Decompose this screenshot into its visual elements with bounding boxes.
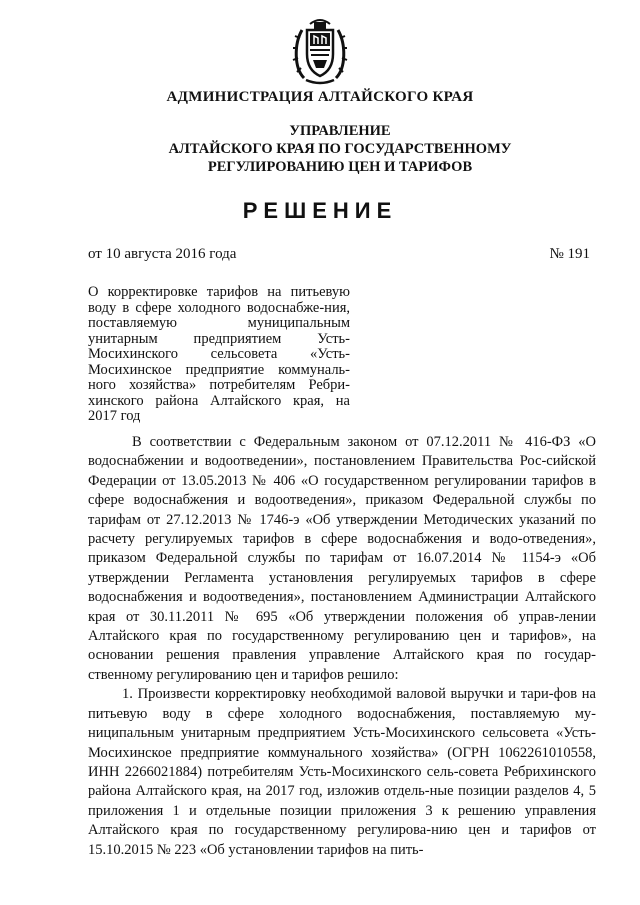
document-date: от 10 августа 2016 года: [88, 246, 237, 262]
department-name: [120, 122, 560, 176]
document-number: № 191: [549, 246, 590, 262]
document-subject: О корректировке тарифов на питьевую воду в сфере холодного водоснабже-ния, поставляемую муниципальным унитарным предприятием Усть-Мосихинского сельсовета «Усть-Мосихинское предприятие коммуналь-ного хозяйства» потребителям Ребри-хинского района Алтайского края, на 2017 год: [88, 284, 350, 424]
preamble-paragraph: В соответствии с Федеральным законом от 07.12.2011 № 416-ФЗ «О водоснабжении и водоотведении», постановлением Правительства Рос-сийской Федерации от 13.05.2013 № 406 «О государственном регулировании тарифов в сфере водоснабжения и водоотведения», приказом Федеральной службы по тарифам от 27.12.2013 № 1746-э «Об утверждении Методических указаний по расчету регулируемых тарифов в сфере водоснабжения и водо-отведения», приказом Федеральной службы по тарифам от 16.07.2014 № 1154-э «Об утверждении Регламента установления регулируемых тарифов в сфере водоснабжения и водоотведения», постановлением Администрации Алтайского края от 30.11.2011 № 695 «Об утверждении положения об управ-лении Алтайского края по государственному регулированию цен и тарифов», на основании решения правления управление Алтайского края по государ-ственному регулированию цен и тарифов решило:: [88, 434, 596, 683]
department-line: УПРАВЛЕНИЕ: [289, 123, 391, 139]
item-1-paragraph: 1. Произвести корректировку необходимой валовой выручки и тари-фов на питьевую воду в сфере холодного водоснабжения, поставляемую му-ниципальным унитарным предприятием Усть-Мосихинского сельсовета «Усть-Мосихинское предприятие коммунального хозяйства» (ОГРН 1062261010558, ИНН 2266021884) потребителям Усть-Мосихинского сель-совета Ребрихинского района Алтайского края, на 2017 год, изложив отдель-ные позиции разделов 4, 5 приложения 1 и отдельные позиции приложения 3 к решению управления Алтайского края по государственному регулирова-нию цен и тарифов от 15.10.2015 № 223 «Об установлении тарифов на пить-: [88, 686, 596, 858]
department-line: АЛТАЙСКОГО КРАЯ ПО ГОСУДАРСТВЕННОМУ: [168, 141, 512, 157]
altai-krai-coat-of-arms-icon: [292, 18, 348, 86]
organization-name: АДМИНИСТРАЦИЯ АЛТАЙСКОГО КРАЯ: [166, 89, 474, 105]
document-type: РЕШЕНИЕ: [242, 198, 398, 223]
department-line: РЕГУЛИРОВАНИЮ ЦЕН И ТАРИФОВ: [207, 159, 473, 175]
document-body: [88, 433, 596, 860]
